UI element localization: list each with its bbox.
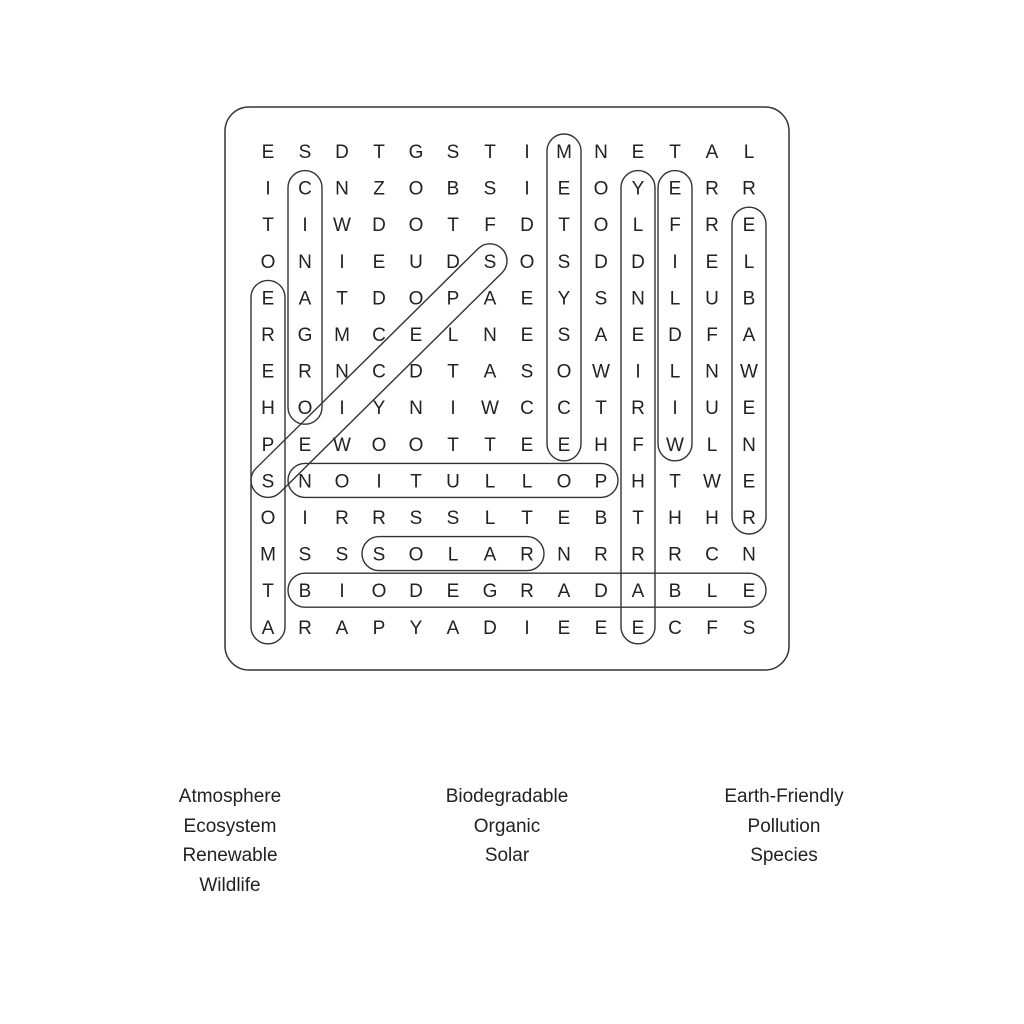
word-list-column-1 — [130, 782, 330, 900]
grid-letter[interactable]: E — [446, 581, 460, 603]
grid-letter[interactable]: F — [632, 434, 644, 456]
word-item: Wildlife — [199, 874, 261, 896]
grid-letter[interactable]: T — [595, 398, 607, 420]
grid-letter[interactable]: S — [520, 361, 534, 383]
grid-letter[interactable]: T — [669, 471, 681, 493]
grid-letter[interactable]: A — [483, 288, 497, 310]
grid-letter[interactable]: R — [520, 544, 534, 566]
grid-letter[interactable]: N — [335, 361, 349, 383]
grid-letter[interactable]: N — [742, 434, 756, 456]
grid-letter[interactable]: E — [631, 617, 645, 639]
word-item: Earth-Friendly — [724, 786, 844, 807]
grid-letter[interactable]: C — [372, 325, 386, 346]
grid-letter[interactable]: T — [447, 361, 459, 383]
grid-letter[interactable]: O — [408, 544, 424, 566]
grid-letter[interactable]: E — [261, 288, 275, 310]
grid-letter[interactable]: O — [408, 434, 424, 456]
word-list-column-2 — [407, 782, 607, 871]
grid-letter[interactable]: A — [483, 361, 497, 383]
grid-letter[interactable]: Y — [372, 398, 386, 420]
grid-letter[interactable]: Z — [373, 178, 385, 200]
grid-letter[interactable]: I — [339, 251, 345, 273]
grid-letter[interactable]: W — [333, 215, 351, 237]
grid-letter[interactable]: R — [742, 178, 756, 200]
grid-letter[interactable]: E — [557, 508, 571, 529]
grid-letter[interactable]: O — [593, 215, 609, 237]
grid-letter[interactable]: B — [668, 581, 682, 603]
grid-letter[interactable]: E — [261, 361, 275, 383]
grid-letter[interactable]: A — [705, 142, 719, 163]
grid-letter[interactable]: A — [631, 581, 645, 603]
grid-letter[interactable]: G — [408, 142, 424, 163]
grid-letter[interactable]: E — [520, 434, 534, 456]
grid-letter[interactable]: S — [557, 251, 571, 273]
grid-letter[interactable]: E — [298, 434, 312, 456]
grid-letter[interactable]: D — [409, 581, 423, 603]
grid-letter[interactable]: D — [335, 142, 349, 163]
grid-letter[interactable]: H — [594, 434, 608, 456]
grid-letter[interactable]: M — [556, 142, 572, 163]
grid-letter[interactable]: Y — [409, 617, 423, 639]
grid-letter[interactable]: D — [372, 215, 386, 237]
grid-letter[interactable]: R — [335, 508, 349, 529]
grid-letter[interactable]: C — [557, 398, 571, 420]
grid-letter[interactable]: S — [446, 508, 460, 529]
grid-letter[interactable]: R — [705, 215, 719, 237]
grid-letter[interactable]: D — [631, 251, 645, 273]
grid-letter[interactable]: E — [742, 471, 756, 493]
grid-letter[interactable]: A — [557, 581, 571, 603]
grid-letter[interactable]: R — [742, 508, 756, 529]
grid-letter[interactable]: S — [372, 544, 386, 566]
grid-letter[interactable]: C — [705, 544, 719, 566]
grid-letter[interactable]: U — [705, 288, 719, 310]
grid-letter[interactable]: L — [447, 544, 459, 566]
grid-letter[interactable]: T — [262, 215, 274, 237]
grid-letter[interactable]: T — [521, 508, 533, 529]
grid-letter[interactable]: L — [484, 471, 496, 493]
grid-letter[interactable]: R — [261, 325, 275, 346]
grid-letter[interactable]: E — [520, 288, 534, 310]
grid-letter[interactable]: H — [705, 508, 719, 529]
grid-letter[interactable]: T — [669, 142, 681, 163]
grid-letter[interactable]: T — [484, 142, 496, 163]
grid-letter[interactable]: O — [519, 251, 535, 273]
grid-letter[interactable]: E — [557, 617, 571, 639]
grid-letter[interactable]: L — [706, 434, 718, 456]
grid-letter[interactable]: E — [594, 617, 608, 639]
grid-letter[interactable]: L — [521, 471, 533, 493]
grid-letter[interactable]: P — [372, 617, 386, 639]
grid-letter[interactable]: I — [524, 178, 530, 200]
grid-letter[interactable]: N — [594, 142, 608, 163]
grid-letter[interactable]: P — [594, 471, 608, 493]
grid-letter[interactable]: O — [408, 178, 424, 200]
grid-letter[interactable]: S — [261, 471, 275, 493]
grid-letter[interactable]: M — [334, 325, 350, 346]
grid-letter[interactable]: R — [631, 398, 645, 420]
grid-letter[interactable]: D — [372, 288, 386, 310]
grid-letter[interactable]: T — [632, 508, 644, 529]
word-item: Pollution — [747, 815, 821, 837]
grid-letter[interactable]: W — [481, 398, 499, 420]
grid-letter[interactable]: E — [520, 325, 534, 346]
grid-letter[interactable]: H — [261, 398, 275, 420]
grid-letter[interactable]: L — [632, 215, 644, 237]
grid-letter[interactable]: Y — [557, 288, 571, 310]
grid-letter[interactable]: N — [483, 325, 497, 346]
grid-letter[interactable]: I — [524, 142, 530, 163]
grid-letter[interactable]: H — [668, 508, 682, 529]
grid-letter[interactable]: I — [339, 581, 345, 603]
grid-letter[interactable]: C — [668, 617, 682, 639]
grid-letter[interactable]: A — [261, 617, 275, 639]
grid-letter[interactable]: T — [410, 471, 422, 493]
grid-letter[interactable]: R — [705, 178, 719, 200]
grid-letter[interactable]: D — [668, 325, 682, 346]
grid-letter[interactable]: N — [335, 178, 349, 200]
grid-letter[interactable]: B — [594, 508, 608, 529]
grid-letter[interactable]: D — [483, 617, 497, 639]
word-item: Atmosphere — [178, 786, 282, 807]
grid-letter[interactable]: S — [446, 142, 460, 163]
grid-letter[interactable]: O — [556, 361, 572, 383]
grid-letter[interactable]: R — [631, 544, 645, 566]
grid-letter[interactable]: O — [408, 215, 424, 237]
grid-letter[interactable]: A — [742, 325, 756, 346]
grid-letter[interactable]: I — [302, 508, 308, 529]
grid-letter[interactable]: D — [594, 581, 608, 603]
grid-letter[interactable]: A — [335, 617, 349, 639]
grid-letter[interactable]: E — [705, 251, 719, 273]
grid-letter[interactable]: R — [668, 544, 682, 566]
grid-letter[interactable]: R — [594, 544, 608, 566]
grid-letter[interactable]: W — [740, 361, 758, 383]
grid-letter[interactable]: S — [483, 178, 497, 200]
grid-letter[interactable]: R — [372, 508, 386, 529]
grid-letter[interactable]: O — [371, 581, 387, 603]
grid-letter[interactable]: W — [333, 434, 351, 456]
grid-letter[interactable]: N — [631, 288, 645, 310]
grid-letter[interactable]: R — [298, 361, 312, 383]
grid-letter[interactable]: C — [520, 398, 534, 420]
grid-letter[interactable]: U — [446, 471, 460, 493]
grid-letter[interactable]: E — [409, 325, 423, 346]
grid-letter[interactable]: O — [297, 398, 313, 420]
grid-letter[interactable]: S — [409, 508, 423, 529]
grid-letter[interactable]: E — [261, 142, 275, 163]
grid-letter[interactable]: C — [372, 361, 386, 383]
grid-letter[interactable]: D — [409, 361, 423, 383]
grid-letter[interactable]: O — [371, 434, 387, 456]
grid-letter[interactable]: T — [262, 581, 274, 603]
grid-letter[interactable]: S — [742, 617, 756, 639]
grid-letter[interactable]: Y — [631, 178, 645, 200]
grid-letter[interactable]: L — [669, 288, 681, 310]
grid-letter[interactable]: L — [669, 361, 681, 383]
grid-letter[interactable]: W — [703, 471, 721, 493]
grid-letter[interactable]: G — [297, 325, 313, 346]
grid-letter[interactable]: D — [594, 251, 608, 273]
grid-letter[interactable]: U — [409, 251, 423, 273]
grid-letter[interactable]: L — [706, 581, 718, 603]
grid-letter[interactable]: E — [372, 251, 386, 273]
grid-letter[interactable]: E — [742, 398, 756, 420]
grid-letter[interactable]: I — [672, 398, 678, 420]
grid-letter[interactable]: I — [635, 361, 641, 383]
grid-letter[interactable]: E — [631, 325, 645, 346]
grid-letter[interactable]: E — [742, 215, 756, 237]
grid-letter[interactable]: I — [524, 617, 530, 639]
grid-letter[interactable]: N — [409, 398, 423, 420]
grid-letter[interactable]: F — [706, 617, 718, 639]
grid-letter[interactable]: B — [298, 581, 312, 603]
word-item: Species — [750, 845, 818, 866]
grid-letter[interactable]: N — [298, 251, 312, 273]
grid-letter[interactable]: T — [484, 434, 496, 456]
grid-letter[interactable]: T — [373, 142, 385, 163]
grid-letter[interactable]: O — [593, 178, 609, 200]
grid-letter[interactable]: D — [446, 251, 460, 273]
grid-letter[interactable]: I — [450, 398, 456, 420]
grid-letter[interactable]: T — [447, 215, 459, 237]
grid-letter[interactable]: S — [335, 544, 349, 566]
grid-letter[interactable]: F — [706, 325, 718, 346]
grid-letter[interactable]: O — [260, 251, 276, 273]
word-item: Organic — [473, 815, 541, 837]
grid-letter[interactable]: C — [298, 178, 312, 200]
grid-letter[interactable]: B — [446, 178, 460, 200]
grid-letter[interactable]: O — [334, 471, 350, 493]
grid-letter[interactable]: T — [558, 215, 570, 237]
grid-letter[interactable]: P — [446, 288, 460, 310]
grid-letter[interactable]: R — [520, 581, 534, 603]
grid-letter[interactable]: W — [592, 361, 610, 383]
grid-letter[interactable]: B — [742, 288, 756, 310]
grid-letter[interactable]: E — [557, 434, 571, 456]
grid-letter[interactable]: S — [483, 251, 497, 273]
grid-letter[interactable]: L — [743, 142, 755, 163]
grid-letter[interactable]: M — [260, 544, 276, 566]
grid-letter[interactable]: S — [298, 544, 312, 566]
grid-letter[interactable]: I — [376, 471, 382, 493]
grid-letter[interactable]: S — [298, 142, 312, 163]
grid-letter[interactable]: E — [668, 178, 682, 200]
word-list-column-3 — [684, 782, 884, 871]
grid-letter[interactable]: T — [336, 288, 348, 310]
grid-letter[interactable]: S — [557, 325, 571, 346]
grid-letter[interactable]: H — [631, 471, 645, 493]
grid-letter[interactable]: L — [447, 325, 459, 346]
grid-letter[interactable]: F — [484, 215, 496, 237]
grid-letter[interactable]: O — [408, 288, 424, 310]
grid-letter[interactable]: O — [556, 471, 572, 493]
grid-letter[interactable]: E — [631, 142, 645, 163]
word-item: Biodegradable — [445, 786, 569, 807]
grid-letter[interactable]: O — [260, 508, 276, 529]
grid-letter[interactable]: E — [742, 581, 756, 603]
grid-letter[interactable]: N — [705, 361, 719, 383]
grid-letter[interactable]: U — [705, 398, 719, 420]
grid-letter[interactable]: L — [743, 251, 755, 273]
grid-letter[interactable]: N — [557, 544, 571, 566]
grid-letter[interactable]: F — [669, 215, 681, 237]
grid-letter[interactable]: N — [298, 471, 312, 493]
grid-letter[interactable]: I — [302, 215, 308, 237]
grid-letter[interactable]: I — [339, 398, 345, 420]
grid-letter[interactable]: L — [484, 508, 496, 529]
grid-letter[interactable]: I — [265, 178, 271, 200]
grid-letter[interactable]: S — [594, 288, 608, 310]
grid-letter[interactable]: A — [298, 288, 312, 310]
grid-letter[interactable]: A — [446, 617, 460, 639]
grid-letter[interactable]: E — [557, 178, 571, 200]
grid-letter[interactable]: A — [483, 544, 497, 566]
grid-letter[interactable]: A — [594, 325, 608, 346]
grid-letter[interactable]: N — [742, 544, 756, 566]
word-item: Renewable — [182, 845, 278, 866]
grid-letter[interactable]: W — [666, 434, 684, 456]
grid-letter[interactable]: T — [447, 434, 459, 456]
grid-letter[interactable]: D — [520, 215, 534, 237]
grid-letter[interactable]: P — [261, 434, 275, 456]
word-item: Solar — [484, 845, 530, 866]
grid-letter[interactable]: G — [482, 581, 498, 603]
grid-letter[interactable]: I — [672, 251, 678, 273]
word-item: Ecosystem — [183, 815, 277, 837]
grid-letter[interactable]: R — [298, 617, 312, 639]
